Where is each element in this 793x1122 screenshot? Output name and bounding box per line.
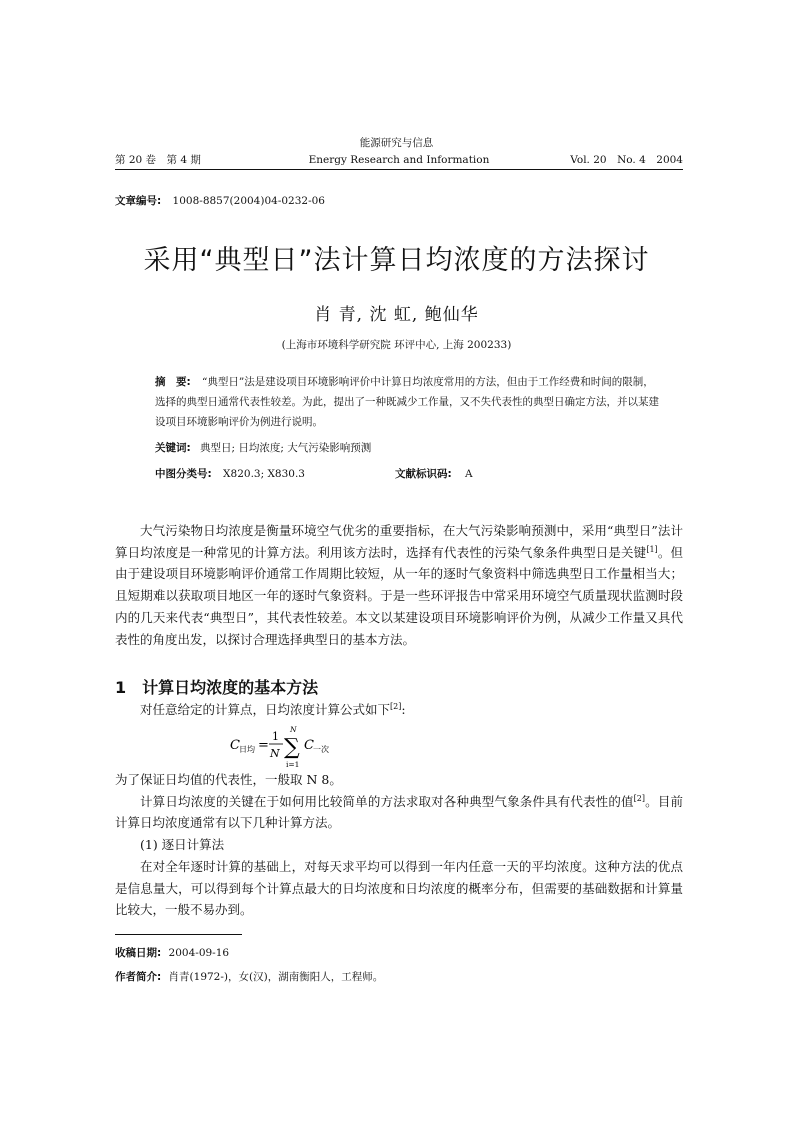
intro-text-2: 。但由于建设项目环境影响评价通常工作周期比较短，从一年的逐时气象资料中筛选典型日工作量相当大；且短期难以获取项目地区一年的逐时气象资料。于是一些环评报告中常采用环境空气质量现状监测时段内的几天来代表“典型日”，其代表性较差。本文以某建设项目环境影响评价为例，从减少工作量又具代表性的角度出发，以探讨合理选择典型日的基本方法。 [115, 544, 683, 647]
abstract-block [155, 372, 660, 484]
received-label: 收稿日期: [115, 947, 162, 959]
formula-rhs-sub: 一次 [313, 745, 329, 754]
journal-name-cn: 能源研究与信息 [359, 137, 434, 149]
key-method-text-1: 计算日均浓度的关键在于如何用比较简单的方法求取对各种典型气象条件具有代表性的值 [140, 793, 634, 809]
sum-sign: ∑ [284, 735, 300, 760]
volume-issue-cn: 第 20 卷 第 4 期 [115, 154, 201, 166]
classification [155, 464, 660, 484]
article-number-value: 1008-8857(2004)04-0232-06 [172, 195, 325, 207]
section-heading: 1 计算日均浓度的基本方法 [115, 678, 319, 697]
authors: 肖 青, 沈 虹, 鲍仙华 [314, 305, 479, 325]
article-number [115, 193, 325, 208]
citation-3: [2] [633, 793, 645, 803]
formula-lhs-sub: 日均 [239, 745, 255, 754]
section1-intro [115, 699, 683, 721]
formula-numerator: 1 [272, 730, 279, 743]
affiliation: (上海市环境科学研究院 环评中心, 上海 200233) [281, 339, 512, 351]
clc-value: X820.3; X830.3 [223, 468, 305, 480]
intro-paragraph [115, 520, 683, 650]
volume-issue-en: Vol. 20 No. 4 2004 [570, 154, 683, 166]
daily-average-formula [228, 723, 428, 769]
paper-title: 采用“典型日”法计算日均浓度的方法探讨 [143, 245, 650, 276]
doc-code-value: A [465, 468, 473, 480]
abstract-text: “典型日”法是建设项目环境影响评价中计算日均浓度常用的方法，但由于工作经费和时间的限制，选择的典型日通常代表性较差。为此，提出了一种既减少工作量，又不失代表性的典型日确定方法，并以某建设项目环境影响评价为例进行说明。 [155, 376, 659, 428]
author-bio-label: 作者简介: [115, 971, 162, 983]
formula-lhs: C [230, 738, 240, 753]
abstract-label: 摘 要: [155, 376, 191, 388]
sum-upper-limit: N [290, 725, 297, 734]
keywords-text: 典型日; 日均浓度; 大气污染影响预测 [200, 442, 372, 454]
journal-name-en: Energy Research and Information [308, 154, 490, 166]
article-number-label: 文章编号: [115, 195, 162, 207]
citation-2: [2] [390, 701, 402, 711]
sum-lower-limit: i=1 [286, 760, 300, 769]
clc-label: 中图分类号: [155, 468, 212, 480]
doc-code-label: 文献标识码: [395, 468, 452, 480]
section1-body [115, 769, 683, 921]
author-bio [115, 969, 383, 984]
representativeness-line: 为了保证日均值的代表性，一般取 N 8。 [115, 772, 342, 787]
received-value: 2004-09-16 [168, 947, 230, 959]
section1-colon: : [401, 702, 406, 717]
keywords-label: 关键词: [155, 442, 191, 454]
key-method-text-2: 。目前计算日均浓度通常有以下几种计算方法。 [115, 793, 683, 831]
doc-code [395, 464, 473, 484]
method-1-paragraph: 在对全年逐时计算的基础上，对每天求平均可以得到一年内任意一天的平均浓度。这种方法的优点是信息量大，可以得到每个计算点最大的日均浓度和日均浓度的概率分布，但需要的基础数据和计算量比较大，一般不易办到。 [115, 858, 683, 918]
author-bio-value: 肖青(1972-)，女(汉)，湖南衡阳人，工程师。 [168, 971, 384, 983]
formula-rhs: C [304, 738, 314, 753]
citation-1: [1] [646, 544, 658, 554]
formula-equals: = [258, 738, 269, 753]
abstract [155, 372, 660, 432]
intro-text-1: 大气污染物日均浓度是衡量环境空气优劣的重要指标，在大气污染影响预测中，采用“典型日”法计算日均浓度是一种常见的计算方法。利用该方法时，选择有代表性的污染气象条件典型日是关键 [115, 523, 683, 560]
running-header [115, 152, 683, 168]
footnote-rule [115, 934, 242, 935]
keywords [155, 438, 660, 458]
section1-text: 对任意给定的计算点，日均浓度计算公式如下 [140, 702, 391, 717]
method-item-1: (1) 逐日计算法 [140, 837, 225, 853]
received-date [115, 945, 229, 960]
key-method-paragraph [115, 791, 683, 834]
formula-denominator: N [270, 747, 280, 760]
header-rule [115, 169, 683, 170]
